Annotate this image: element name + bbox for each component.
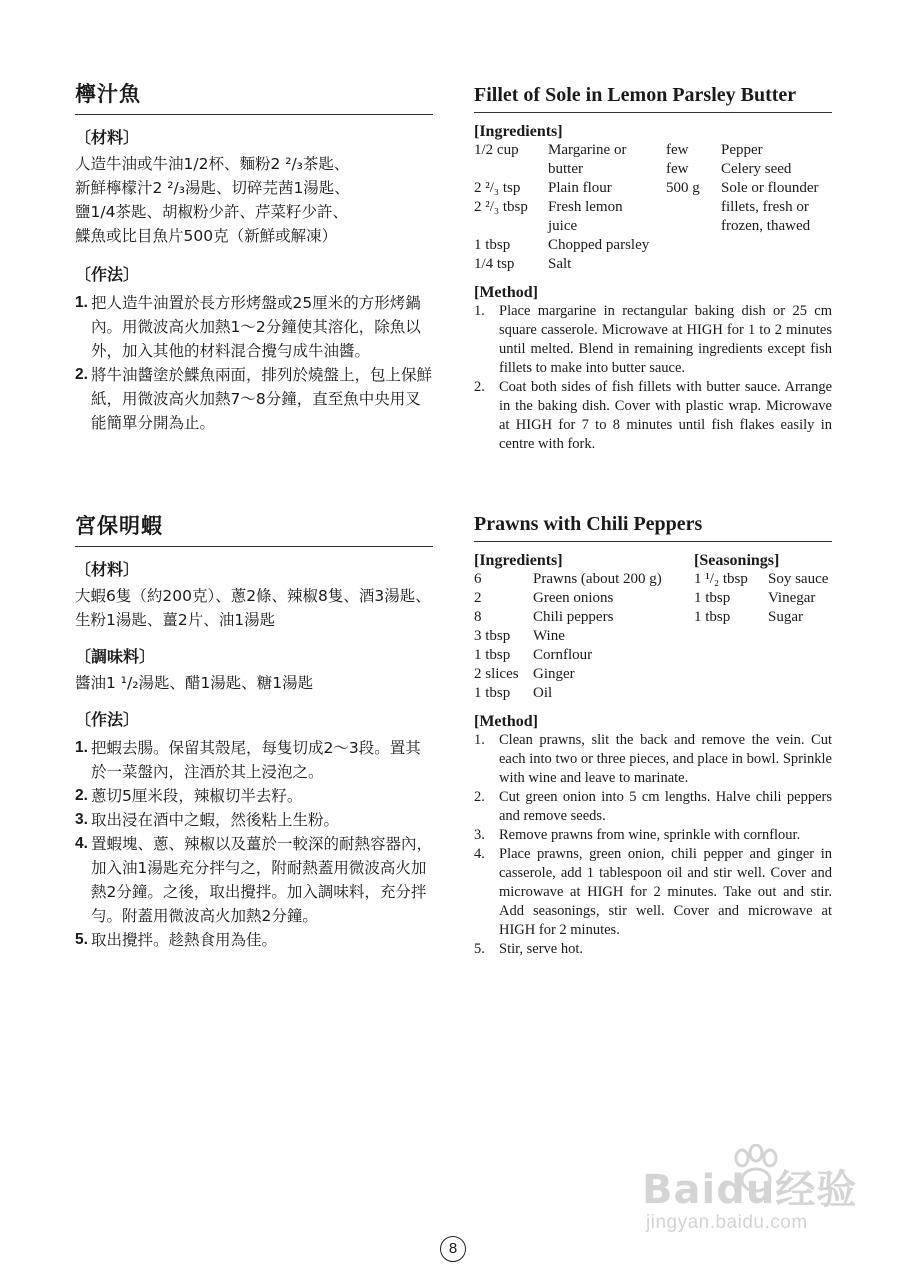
step-number: 1. [474, 303, 485, 319]
step-text: Stir, serve hot. [499, 941, 583, 957]
ingredient-qty: few [666, 142, 689, 158]
recipe1-zh-method-heading: 〔作法〕 [75, 265, 140, 284]
ingredient-qty: 2 slices [474, 666, 519, 682]
ingredient-line: 大蝦6隻（約200克）、蔥2條、辣椒8隻、酒3湯匙、 [75, 587, 431, 605]
ingredient-row [474, 570, 662, 589]
recipe2-en-seasonings-table [694, 570, 828, 627]
seasoning-name: Sugar [768, 609, 803, 625]
step-number: 2. [75, 366, 88, 383]
ingredient-name: Chopped parsley [548, 237, 650, 253]
seasoning-qty: 1 tbsp [694, 609, 731, 625]
ingredient-qty: 1 tbsp [474, 237, 511, 253]
method-step [474, 845, 832, 940]
ingredient-name: Cornflour [533, 647, 593, 663]
ingredient-line: 新鮮檸檬汁2 ²/₃湯匙、切碎芫茜1湯匙、 [75, 179, 350, 197]
method-step [474, 788, 832, 826]
ingredient-qty: 1/2 cup [474, 142, 519, 158]
ingredient-name: Celery seed [721, 161, 792, 177]
step-text: Place margarine in rectangular baking dish or 25 cm square casserole. Microwave at HIGH for 1 to 2 minutes until melted. Blend in remaining ingredients except fish fillets to make into butter sauce. [499, 303, 832, 376]
ingredient-qty: 1/4 tsp [474, 256, 515, 272]
recipe2-en-ingredients [474, 552, 694, 703]
page-number: 8 [440, 1236, 466, 1262]
ingredient-qty [474, 217, 548, 236]
ingredient-line: 生粉1湯匙、薑2片、油1湯匙 [75, 611, 276, 629]
ingredient-name: Ginger [533, 666, 575, 682]
step-number: 3. [75, 811, 88, 828]
ingredient-name: Fresh lemon [548, 199, 623, 215]
method-step [75, 808, 433, 832]
recipe1-zh-ingredients [75, 152, 433, 248]
recipe2-en-ingredients-heading: [Ingredients] [474, 552, 563, 569]
ingredient-qty: 2 ²/₃ tsp [474, 180, 521, 196]
step-text: 取出浸在酒中之蝦，然後粘上生粉。 [91, 811, 340, 829]
step-text: 把人造牛油置於長方形烤盤或25厘米的方形烤鍋內。用微波高火加熱1～2分鐘使其溶化，除魚以外，加入其他的材料混合攪勻成牛油醬。 [91, 294, 421, 360]
step-number: 2. [474, 379, 485, 395]
baidu-watermark [642, 1146, 892, 1242]
step-text: Clean prawns, slit the back and remove the vein. Cut each into two or three pieces, and place in bowl. Sprinkle with wine and leave to marinate. [499, 732, 832, 786]
method-step [474, 302, 832, 378]
step-text: 把蝦去腸。保留其殼尾，每隻切成2～3段。置其於一菜盤內，注酒於其上浸泡之。 [91, 739, 421, 781]
recipe2-en [474, 513, 832, 959]
ingredient-name: Chili peppers [533, 609, 614, 625]
recipe2-en-seasonings-heading: [Seasonings] [694, 552, 780, 569]
step-number: 2. [474, 789, 485, 805]
ingredient-line: 鹽1/4茶匙、胡椒粉少許、芹菜籽少許、 [75, 203, 348, 221]
ingredient-qty: few [666, 161, 689, 177]
ingredient-name: Sole or flounder [721, 180, 819, 196]
ingredient-qty [666, 198, 721, 217]
ingredient-name: Margarine or [548, 142, 627, 158]
seasoning-name: Vinegar [768, 590, 816, 606]
step-number: 1. [75, 294, 88, 311]
recipe2-zh-title: 宮保明蝦 [75, 510, 433, 547]
ingredient-qty [474, 160, 548, 179]
step-text: Remove prawns from wine, sprinkle with cornflour. [499, 827, 801, 843]
recipe2-zh [75, 510, 433, 952]
ingredient-row [474, 684, 662, 703]
ingredient-qty: 1 tbsp [474, 647, 511, 663]
step-text: 置蝦塊、蔥、辣椒以及薑於一較深的耐熱容器內，加入油1湯匙充分拌勻之，附耐熱蓋用微波高火加熱2分鐘。之後，取出攪拌。加入調味料，充分拌勻。附蓋用微波高火加熱2分鐘。 [91, 835, 433, 925]
ingredient-qty [666, 255, 721, 274]
ingredient-row [474, 589, 662, 608]
ingredient-name: juice [548, 218, 578, 234]
recipe1-zh [75, 78, 433, 435]
method-step [75, 928, 433, 952]
ingredient-qty: 1 tbsp [474, 685, 511, 701]
ingredient-qty: 3 tbsp [474, 628, 511, 644]
seasoning-row [694, 589, 828, 608]
recipe2-zh-method-heading: 〔作法〕 [75, 710, 140, 729]
ingredient-name [721, 255, 818, 274]
recipe2-en-seasonings [694, 552, 828, 703]
recipe1-en-steps [474, 302, 832, 454]
watermark-url: jingyan.baidu.com [646, 1212, 808, 1233]
ingredient-name: Green onions [533, 590, 614, 606]
ingredient-name: Pepper [721, 142, 763, 158]
step-text: 取出攪拌。趁熱食用為佳。 [91, 931, 278, 949]
recipe1-en [474, 84, 832, 454]
recipe2-zh-steps [75, 736, 433, 952]
recipe2-zh-seasonings-heading: 〔調味料〕 [75, 647, 156, 666]
recipe1-en-title: Fillet of Sole in Lemon Parsley Butter [474, 84, 832, 113]
step-text: 蔥切5厘米段，辣椒切半去籽。 [91, 787, 303, 805]
ingredient-row [474, 608, 662, 627]
ingredient-row [474, 646, 662, 665]
recipe2-en-title: Prawns with Chili Peppers [474, 513, 832, 542]
step-text: Place prawns, green onion, chili pepper and ginger in casserole, add 1 tablespoon oil and stir well. Cover and microwave at HIGH for 2 minutes. Take out and stir. Add seasonings, stir well. Cover and microwave at HIGH for 2 minutes. [499, 846, 832, 938]
ingredient-name: fillets, fresh or [721, 199, 809, 215]
seasoning-line: 醬油1 ¹/₂湯匙、醋1湯匙、糖1湯匙 [75, 674, 314, 692]
step-text: Cut green onion into 5 cm lengths. Halve chili peppers and remove seeds. [499, 789, 832, 824]
method-step [474, 940, 832, 959]
ingredient-qty: 2 [474, 590, 482, 606]
ingredient-row [474, 255, 818, 274]
method-step [75, 736, 433, 784]
ingredient-qty [666, 217, 721, 236]
ingredient-row [474, 160, 818, 179]
ingredient-qty: 6 [474, 571, 482, 587]
method-step [75, 832, 433, 928]
ingredient-name: Salt [548, 256, 572, 272]
step-number: 1. [75, 739, 88, 756]
seasoning-row [694, 608, 828, 627]
seasoning-qty: 1 tbsp [694, 590, 731, 606]
recipe1-en-ingredients-heading: [Ingredients] [474, 123, 563, 140]
ingredient-line: 鰈魚或比目魚片500克（新鮮或解凍） [75, 227, 338, 245]
method-step [75, 291, 433, 363]
recipe1-zh-ingredients-heading: 〔材料〕 [75, 128, 140, 147]
ingredient-row [474, 236, 818, 255]
ingredient-qty [666, 236, 721, 255]
seasoning-qty: 1 ¹/₂ tbsp [694, 571, 748, 587]
recipe1-zh-title: 檸汁魚 [75, 78, 433, 115]
recipe2-zh-ingredients [75, 584, 433, 632]
step-text: Coat both sides of fish fillets with butter sauce. Arrange in the baking dish. Cover with plastic wrap. Microwave at HIGH for 7 to 8 minutes until fish flakes easily in centre with fork. [499, 379, 832, 452]
ingredient-qty: 8 [474, 609, 482, 625]
ingredient-name: Prawns (about 200 g) [533, 571, 662, 587]
recipe1-en-method-heading: [Method] [474, 284, 538, 301]
ingredient-name: butter [548, 161, 583, 177]
ingredient-row [474, 141, 818, 160]
step-number: 5. [75, 931, 88, 948]
ingredient-row [474, 198, 818, 217]
step-number: 1. [474, 732, 485, 748]
recipe1-en-ingredients-table [474, 141, 818, 274]
ingredient-name [721, 236, 818, 255]
ingredient-name: Wine [533, 628, 565, 644]
seasoning-row [694, 570, 828, 589]
recipe2-zh-seasonings [75, 671, 433, 695]
ingredient-name: Plain flour [548, 180, 612, 196]
step-number: 4. [75, 835, 88, 852]
recipe2-en-ingredient-columns [474, 552, 832, 703]
ingredient-row [474, 627, 662, 646]
method-step [474, 378, 832, 454]
recipe2-zh-ingredients-heading: 〔材料〕 [75, 560, 140, 579]
method-step [75, 363, 433, 435]
ingredient-name: Oil [533, 685, 553, 701]
step-number: 5. [474, 941, 485, 957]
step-number: 2. [75, 787, 88, 804]
ingredient-row [474, 665, 662, 684]
step-number: 3. [474, 827, 485, 843]
method-step [474, 731, 832, 788]
ingredient-row [474, 217, 818, 236]
recipe2-en-method-heading: [Method] [474, 713, 538, 730]
ingredient-row [474, 179, 818, 198]
recipe2-en-steps [474, 731, 832, 959]
watermark-brand: Baidu经验 [642, 1167, 858, 1213]
ingredient-name: frozen, thawed [721, 218, 811, 234]
step-number: 4. [474, 846, 485, 862]
ingredient-qty: 2 ²/₃ tbsp [474, 199, 528, 215]
recipe1-zh-steps [75, 291, 433, 435]
method-step [75, 784, 433, 808]
method-step [474, 826, 832, 845]
ingredient-line: 人造牛油或牛油1/2杯、麵粉2 ²/₃茶匙、 [75, 155, 350, 173]
ingredient-qty: 500 g [666, 180, 700, 196]
seasoning-name: Soy sauce [768, 571, 829, 587]
step-text: 將牛油醬塗於鰈魚兩面，排列於燒盤上，包上保鮮紙，用微波高火加熱7～8分鐘，直至魚中央用叉能簡單分開為止。 [91, 366, 433, 432]
recipe2-en-ingredients-table [474, 570, 662, 703]
